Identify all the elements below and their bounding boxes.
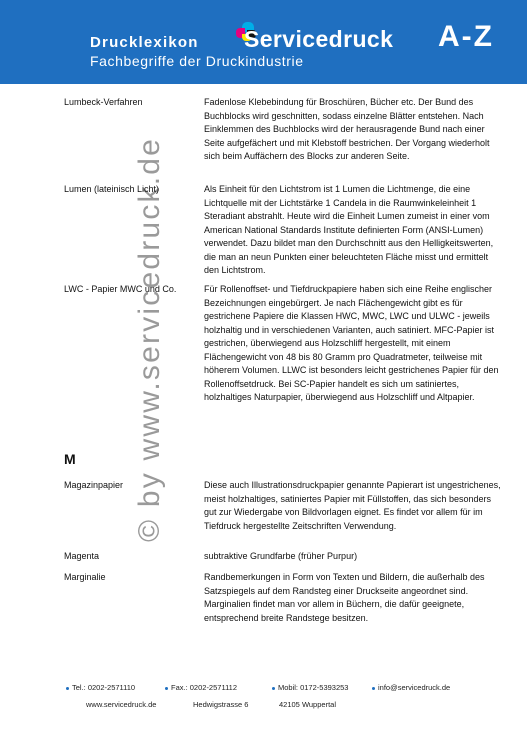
entry-definition: subtraktive Grundfarbe (früher Purpur) — [204, 551, 358, 561]
az-label: A-Z — [438, 20, 494, 53]
entry-term: Magenta — [64, 551, 100, 561]
footer-tel[interactable]: Tel.: 0202-2571110 — [66, 683, 135, 692]
header-title: Drucklexikon — [90, 34, 199, 51]
bullet-icon — [272, 687, 275, 690]
entry-definition: Diese auch Illustrationsdruckpapier genannte Papierart ist ungestrichenes, meist holzhaltiges, satiniertes Papier mit Füllstoffen, das sich besonders gut zur Wiedergabe von Bildvorlagen eignet. Es findet vor allem für im Tiefdruck hergestellte Zeitschriften Verwendung. — [204, 480, 501, 531]
bullet-icon — [165, 687, 168, 690]
entry-definition: Fadenlose Klebebindung für Broschüren, Bücher etc. Der Bund des Buchblocks wird geschnitten, sodass einzelne Blätter entstehen. Nach Einklemmen des Buchblocks wird der herausragende Bund nach einer Seite aufgefächert und mit Klebstoff bestrichen. Der Vorgang wiederholt sich beim Auffächern des Blocks zur anderen Seite. — [204, 97, 490, 161]
entry-definition: Für Rollenoffset- und Tiefdruckpapiere haben sich eine Reihe englischer Bezeichnungen eingebürgert. Je nach Flächengewicht gibt es für gestrichene Papiere die Klassen HWC, MWC, LWC und ULWC - jeweils holzhaltig und in verschiedenen Varianten, auch satiniert. MFC-Papier ist gestrichen, überwiegend aus Holzschliff hergestellt, mit einem Flächengewicht von 48 bis 80 Gramm pro Quadratmeter, teilweise mit höherem Volumen. LLWC ist besonders leicht gestrichenes Papier für den Rollenoffsetdruck. Bei SC-Papier handelt es sich um satiniertes, holzhaltiges Naturpapier, überwiegend aus Holzschliff und Altpapier. — [204, 284, 499, 402]
entry-definition: Als Einheit für den Lichtstrom ist 1 Lumen die Lichtmenge, die eine Lichtquelle mit der Lichtstärke 1 Candela in die Raumwinkeleinheit 1 Steradiant abstrahlt. Heute wird die Einheit Lumen zumeist in einer vom American National Standards Institute definierten Form (ANSI-Lumen) verwendet. Dazu bildet man den Durchschnitt aus den Helligkeitswerten, die man an neun Punkten einer beleuchteten Fläche misst und ermittelt den Lichtstrom. — [204, 184, 494, 275]
watermark: © by www.servicedruck.de — [133, 136, 166, 542]
entry-term: Marginalie — [64, 572, 106, 582]
footer-website[interactable]: www.servicedruck.de — [86, 700, 157, 709]
footer-fax: Fax.: 0202-2571112 — [165, 683, 237, 692]
header-subtitle: Fachbegriffe der Druckindustrie — [90, 53, 304, 69]
bullet-icon — [66, 687, 69, 690]
footer-city: 42105 Wuppertal — [279, 700, 336, 709]
logo-text: Servicedruck — [244, 26, 394, 52]
footer-email[interactable]: info@servicedruck.de — [372, 683, 450, 692]
entry-term: LWC - Papier MWC und Co. — [64, 284, 177, 294]
entry-term: Lumen (lateinisch Licht) — [64, 184, 160, 194]
section-letter: M — [64, 451, 76, 467]
brand-logo[interactable] — [236, 22, 426, 58]
page-header — [0, 0, 527, 84]
entry-definition: Randbemerkungen in Form von Texten und Bildern, die außerhalb des Satzspiegels auf dem Randsteg einer Druckseite angeordnet sind. Marginalien findet man vor allem in Büchern, die dafür geeignete, entsprechend breite Randstege besitzen. — [204, 572, 485, 623]
entry-term: Magazinpapier — [64, 480, 124, 490]
footer-street: Hedwigstrasse 6 — [193, 700, 249, 709]
entry-term: Lumbeck-Verfahren — [64, 97, 143, 107]
bullet-icon — [372, 687, 375, 690]
footer-mobil[interactable]: Mobil: 0172-5393253 — [272, 683, 348, 692]
